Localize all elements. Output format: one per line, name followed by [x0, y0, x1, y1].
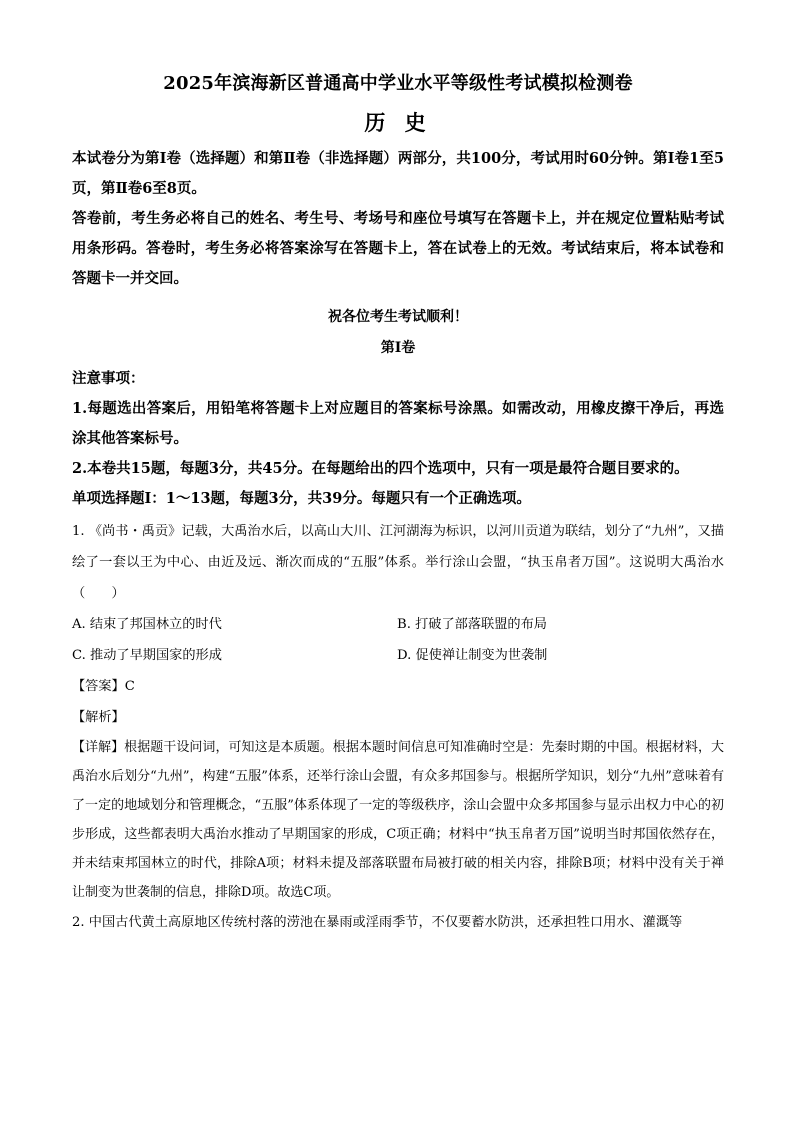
analysis-label: 【解析】 — [72, 710, 125, 725]
intro-paragraph-1: 本试卷分为第Ⅰ卷（选择题）和第Ⅱ卷（非选择题）两部分，共100分，考试用时60分钟。第Ⅰ卷1至5页，第Ⅱ卷6至8页。 — [72, 150, 724, 197]
volume-heading: 第Ⅰ卷 — [380, 340, 416, 356]
note-1: 1.每题选出答案后，用铅笔将答题卡上对应题目的答案标号涂黑。如需改动，用橡皮擦干净后，再选涂其他答案标号。 — [72, 400, 724, 447]
option-d: D. 促使禅让制变为世袭制 — [397, 648, 548, 663]
answer-label: 【答案】C — [72, 679, 135, 694]
analysis-detail: 【详解】根据题干设问词，可知这是本质题。根据本题时间信息可知准确时空是：先秦时期的中国。根据材料，大禹治水后划分“九州”，构建“五服”体系，还举行涂山会盟，有众多邦国参与。根据所学知识，划分“九州”意味着有了一定的地域划分和管理概念，“五服”体系体现了一定的等级秩序，涂山会盟中众多邦国参与显示出权力中心的初步形成，这些都表明大禹治水推动了早期国家的形成，C项正确；材料中“执玉帛者万国”说明当时邦国依然存在，并未结束邦国林立的时代，排除A项；材料未提及部落联盟布局被打破的相关内容，排除B项；材料中没有关于禅让制变为世袭制的信息，排除D项。故选C项。 — [72, 740, 724, 900]
exam-page — [72, 70, 724, 938]
question-2-stem: 2. 中国古代黄土高原地区传统村落的涝池在暴雨或淫雨季节，不仅要蓄水防洪，还承担牲口用水、灌溉等 — [72, 915, 683, 930]
option-b: B. 打破了部落联盟的布局 — [397, 617, 547, 632]
exam-title: 2025年滨海新区普通高中学业水平等级性考试模拟检测卷 — [163, 73, 633, 94]
question-1-stem: 1. 《尚书・禹贡》记载，大禹治水后，以高山大川、江河湖海为标识，以河川贡道为联结，划分了“九州”，又描绘了一套以王为中心、由近及远、渐次而成的“五服”体系。举行涂山会盟，“执玉帛者万国”。这说明大禹治水（ ） — [72, 524, 724, 601]
option-c: C. 推动了早期国家的形成 — [72, 648, 222, 663]
note-2: 2.本卷共15题，每题3分，共45分。在每题给出的四个选项中，只有一项是最符合题目要求的。 — [72, 460, 689, 477]
section-heading: 单项选择题Ⅰ：1～13题，每题3分，共39分。每题只有一个正确选项。 — [72, 490, 531, 507]
notes-heading: 注意事项： — [72, 370, 145, 387]
option-a: A. 结束了邦国林立的时代 — [72, 617, 222, 632]
intro-paragraph-2: 答卷前，考生务必将自己的姓名、考生号、考场号和座位号填写在答题卡上，并在规定位置粘贴考试用条形码。答卷时，考生务必将答案涂写在答题卡上，答在试卷上的无效。考试结束后，将本试卷和答题卡一并交回。 — [72, 210, 724, 287]
subject-title: 历 史 — [364, 110, 432, 135]
good-luck-message: 祝各位考生考试顺利！ — [328, 309, 468, 325]
question-1-options — [72, 609, 724, 671]
